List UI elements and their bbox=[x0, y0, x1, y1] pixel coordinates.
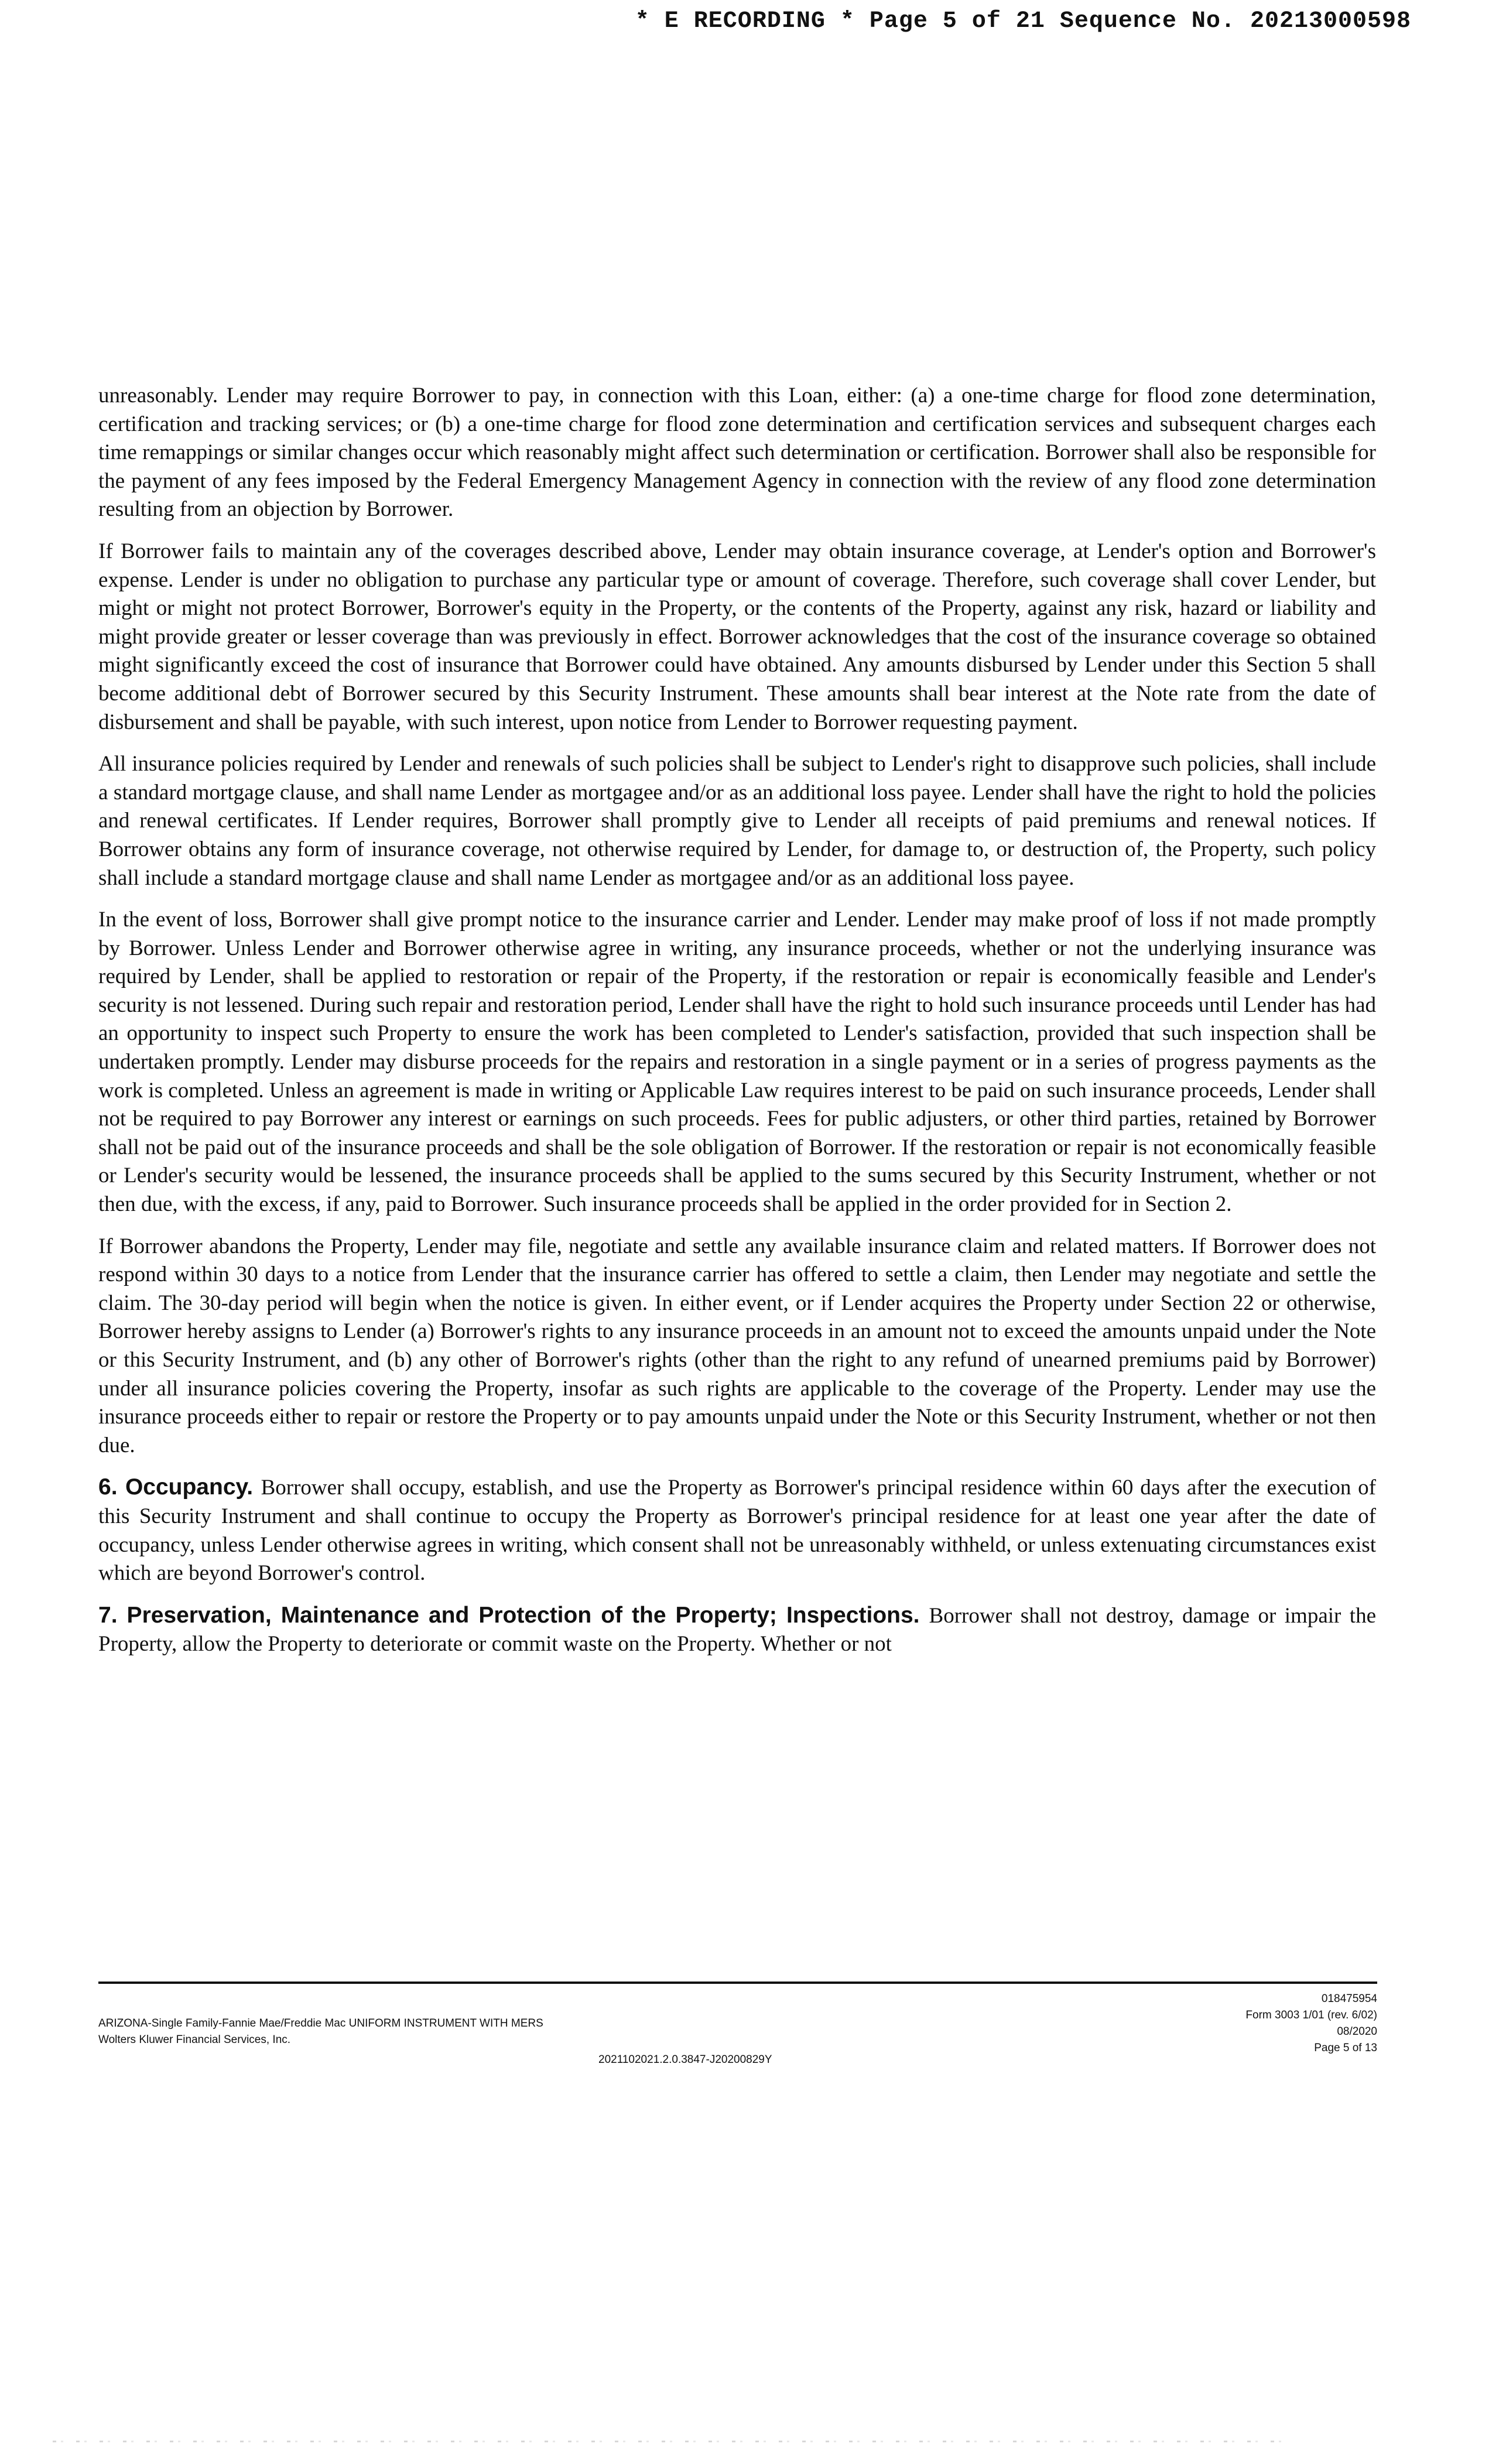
document-body bbox=[98, 382, 1376, 1672]
footer-document-code: 2021102021.2.0.3847-J20200829Y bbox=[598, 2054, 772, 2066]
section-heading-preservation: 7. Preservation, Maintenance and Protection of the Property; Inspections. bbox=[98, 1602, 929, 1628]
footer-divider bbox=[98, 1982, 1377, 1984]
footer-form-date: 08/2020 bbox=[1337, 2025, 1377, 2038]
scan-artifact-line bbox=[53, 2441, 1282, 2442]
section-preservation bbox=[98, 1601, 1376, 1659]
section-heading-occupancy: 6. Occupancy. bbox=[98, 1474, 261, 1500]
footer-form-number: Form 3003 1/01 (rev. 6/02) bbox=[1245, 2009, 1377, 2021]
page-footer bbox=[98, 1991, 1377, 2073]
footer-left-block bbox=[98, 2015, 543, 2048]
paragraph-event-of-loss: In the event of loss, Borrower shall give prompt notice to the insurance carrier and Lender. Lender may make proof of loss if not made promptly by Borrower. Unless Lender and Borrower otherwise agree in writing, any insurance proceeds, whether or not the underlying insurance was required by Lender, shall be applied to restoration or repair of the Property, if the restoration or repair is economically feasible and Lender's security is not lessened. During such repair and restoration period, Lender shall have the right to hold such insurance proceeds until Lender has had an opportunity to inspect such Property to ensure the work has been completed to Lender's satisfaction, provided that such inspection shall be undertaken promptly. Lender may disburse proceeds for the repairs and restoration in a single payment or in a series of progress payments as the work is completed. Unless an agreement is made in writing or Applicable Law requires interest to be paid on such insurance proceeds, Lender shall not be required to pay Borrower any interest or earnings on such proceeds. Fees for public adjusters, or other third parties, retained by Borrower shall not be paid out of the insurance proceeds and shall be the sole obligation of Borrower. If the restoration or repair is not economically feasible or Lender's security would be lessened, the insurance proceeds shall be applied to the sums secured by this Security Instrument, whether or not then due, with the excess, if any, paid to Borrower. Such insurance proceeds shall be applied in the order provided for in Section 2. bbox=[98, 908, 1376, 1217]
section-text-preservation: Borrower shall not destroy, damage or impair the Property, allow the Property to deteriorate or commit waste on the Property. Whether or not bbox=[98, 1603, 1376, 1657]
paragraph-abandonment: If Borrower abandons the Property, Lender may file, negotiate and settle any available insurance claim and related matters. If Borrower does not respond within 30 days to a notice from Lender that the insurance carrier has offered to settle a claim, then Lender may negotiate and settle the claim. The 30-day period will begin when the notice is given. In either event, or if Lender acquires the Property under Section 22 or otherwise, Borrower hereby assigns to Lender (a) Borrower's rights to any insurance proceeds in an amount not to exceed the amounts unpaid under the Note or this Security Instrument, and (b) any other of Borrower's rights (other than the right to any refund of unearned premiums paid by Borrower) under all insurance policies covering the Property, insofar as such rights are applicable to the coverage of the Property. Lender may use the insurance proceeds either to repair or restore the Property or to pay amounts unpaid under the Note or this Security Instrument, whether or not then due. bbox=[98, 1234, 1376, 1457]
footer-page-number: Page 5 of 13 bbox=[1314, 2042, 1377, 2054]
footer-loan-number: 018475954 bbox=[1321, 1993, 1377, 2005]
paragraph-flood-zone: unreasonably. Lender may require Borrower to pay, in connection with this Loan, either: (a) a one-time charge for flood zone determination, certification and tracking services; or (b) a one-time charge for flood zone determination and certification services and subsequent charges each time remappings or similar changes occur which reasonably might affect such determination or certification. Borrower shall also be responsible for the payment of any fees imposed by the Federal Emergency Management Agency in connection with the review of any flood zone determination resulting from an objection by Borrower. bbox=[98, 384, 1376, 522]
footer-center-block bbox=[598, 2052, 772, 2068]
paragraph-insurance-policies: All insurance policies required by Lender and renewals of such policies shall be subject to Lender's right to disapprove such policies, shall include a standard mortgage clause, and shall name Lender as mortgagee and/or as an additional loss payee. Lender shall have the right to hold the policies and renewal certificates. If Lender requires, Borrower shall promptly give to Lender all receipts of paid premiums and renewal notices. If Borrower obtains any form of insurance coverage, not otherwise required by Lender, for damage to, or destruction of, the Property, such policy shall include a standard mortgage clause and shall name Lender as mortgagee and/or as an additional loss payee. bbox=[98, 752, 1376, 890]
paragraph-lender-coverage: If Borrower fails to maintain any of the coverages described above, Lender may obtain insurance coverage, at Lender's option and Borrower's expense. Lender is under no obligation to purchase any particular type or amount of coverage. Therefore, such coverage shall cover Lender, but might or might not protect Borrower, Borrower's equity in the Property, or the contents of the Property, against any risk, hazard or liability and might provide greater or lesser coverage than was previously in effect. Borrower acknowledges that the cost of the insurance coverage so obtained might significantly exceed the cost of insurance that Borrower could have obtained. Any amounts disbursed by Lender under this Section 5 shall become additional debt of Borrower secured by this Security Instrument. These amounts shall bear interest at the Note rate from the date of disbursement and shall be payable, with such interest, upon notice from Lender to Borrower requesting payment. bbox=[98, 539, 1376, 734]
section-occupancy bbox=[98, 1473, 1376, 1587]
footer-form-title: ARIZONA-Single Family-Fannie Mae/Freddie Mac UNIFORM INSTRUMENT WITH MERS bbox=[98, 2017, 543, 2030]
section-text-occupancy: Borrower shall occupy, establish, and use the Property as Borrower's principal residence within 60 days after the execution of this Security Instrument and shall continue to occupy the Property as Borrower's principal residence for at least one year after the date of occupancy, unless Lender otherwise agrees in writing, which consent shall not be unreasonably withheld, or unless extenuating circumstances exist which are beyond Borrower's control. bbox=[98, 1476, 1377, 1586]
recording-header: * E RECORDING * Page 5 of 21 Sequence No. 20213000598 bbox=[635, 8, 1411, 35]
footer-publisher: Wolters Kluwer Financial Services, Inc. bbox=[98, 2034, 291, 2046]
footer-right-block bbox=[1245, 1991, 1377, 2056]
